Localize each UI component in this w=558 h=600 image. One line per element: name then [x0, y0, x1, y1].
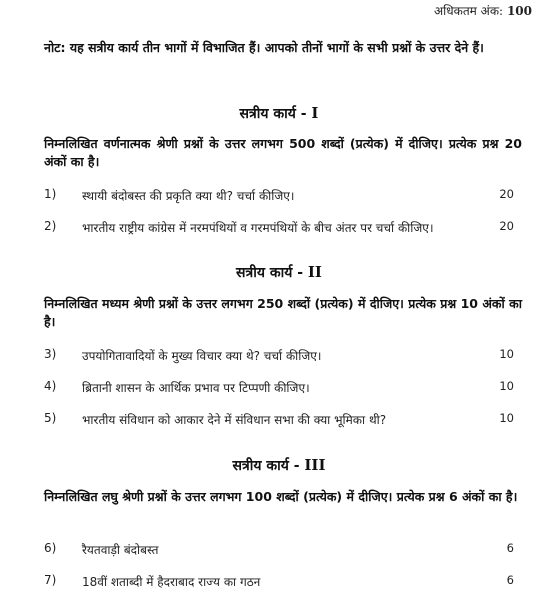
question-number: 3) — [44, 347, 57, 361]
max-marks-label: अधिकतम अंक: — [433, 4, 504, 18]
question-number: 7) — [44, 573, 57, 587]
section-title-prefix: सत्रीय कार्य - — [239, 106, 307, 122]
question-number: 1) — [44, 187, 57, 201]
section-title-prefix: सत्रीय कार्य - — [232, 458, 300, 474]
section-title-1 — [0, 104, 558, 123]
question-number: 4) — [44, 379, 57, 393]
question-marks: 10 — [499, 379, 514, 393]
section-title-2 — [0, 263, 558, 282]
question-marks: 20 — [499, 187, 514, 201]
question-marks: 6 — [506, 573, 514, 587]
assignment-note: नोट: यह सत्रीय कार्य तीन भागों में विभाजित हैं। आपको तीनों भागों के सभी प्रश्नों के उत्तर देने हैं। — [44, 40, 484, 55]
question-number: 6) — [44, 541, 57, 555]
question-row-2 — [44, 219, 514, 237]
question-text: रैयतवाड़ी बंदोबस्त — [82, 543, 159, 557]
question-marks: 20 — [499, 219, 514, 233]
question-row-1 — [44, 187, 514, 205]
question-row-7 — [44, 573, 514, 591]
question-marks: 10 — [499, 347, 514, 361]
max-marks-value: 100 — [506, 4, 532, 18]
question-row-6 — [44, 541, 514, 559]
section-title-3 — [0, 456, 558, 475]
question-row-5 — [44, 411, 514, 429]
section-instruction-1: निम्नलिखित वर्णनात्मक श्रेणी प्रश्नों के उत्तर लगभग 500 शब्दों (प्रत्येक) में दीजिए। प्रत्येक प्रश्न 20 अंकों का है। — [44, 136, 522, 169]
section-title-prefix: सत्रीय कार्य - — [236, 265, 304, 281]
question-marks: 6 — [506, 541, 514, 555]
section-title-number: I — [311, 104, 319, 122]
question-row-4 — [44, 379, 514, 397]
question-number: 5) — [44, 411, 57, 425]
question-marks: 10 — [499, 411, 514, 425]
section-instruction-3: निम्नलिखित लघु श्रेणी प्रश्नों के उत्तर लगभग 100 शब्दों (प्रत्येक) में दीजिए। प्रत्येक प्रश्न 6 अंकों का है। — [44, 489, 518, 504]
section-title-number: III — [304, 456, 326, 474]
question-number: 2) — [44, 219, 57, 233]
question-text: भारतीय संविधान को आकार देने में संविधान सभा की क्या भूमिका थी? — [82, 413, 387, 427]
question-text: स्थायी बंदोबस्त की प्रकृति क्या थी? चर्चा कीजिए। — [82, 189, 295, 203]
section-instruction-2: निम्नलिखित मध्यम श्रेणी प्रश्नों के उत्तर लगभग 250 शब्दों (प्रत्येक) में दीजिए। प्रत्येक प्रश्न 10 अंकों का है। — [44, 296, 522, 329]
question-text: भारतीय राष्ट्रीय कांग्रेस में नरमपंथियों व गरमपंथियों के बीच अंतर पर चर्चा कीजिए। — [82, 221, 434, 235]
max-marks — [434, 2, 532, 19]
question-row-3 — [44, 347, 514, 365]
question-text: ब्रितानी शासन के आर्थिक प्रभाव पर टिप्पणी कीजिए। — [82, 381, 310, 395]
section-title-number: II — [307, 263, 322, 281]
question-text: उपयोगितावादियों के मुख्य विचार क्या थे? चर्चा कीजिए। — [82, 349, 322, 363]
question-text: 18वीं शताब्दी में हैदराबाद राज्य का गठन — [82, 575, 261, 589]
